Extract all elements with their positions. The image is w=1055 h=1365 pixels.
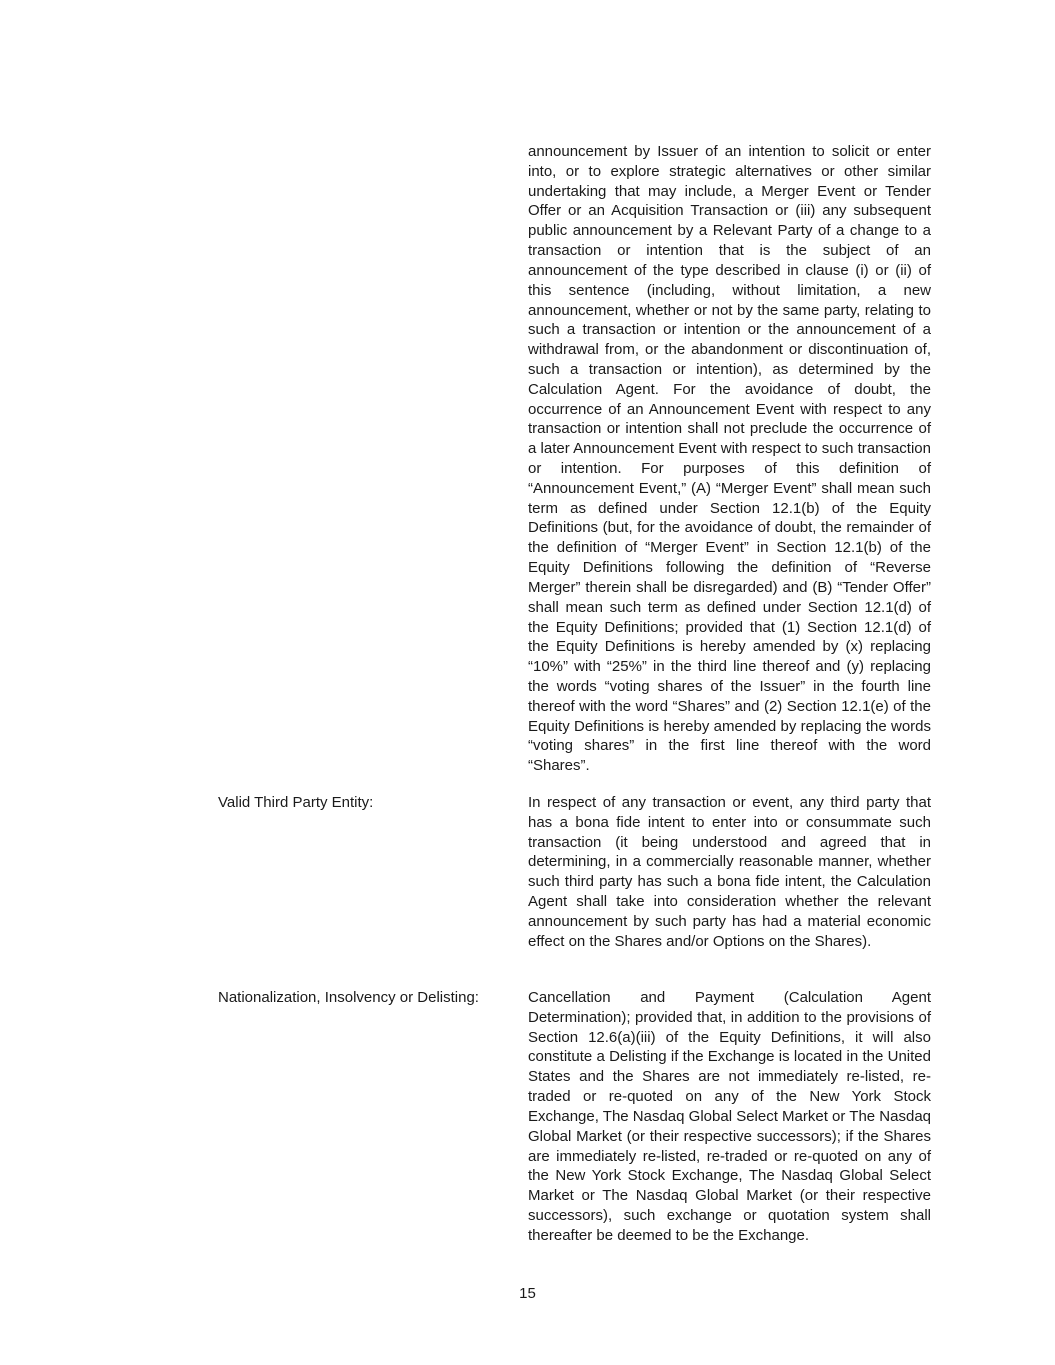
term-definition: In respect of any transaction or event, any third party that has a bona fide intent to enter into or consummate such transaction (it being understood and agreed that in determining, in a commercially reasonable manner, whether such third party has such a bona fide intent, the Calculation Agent shall take into consideration whether the relevant announcement by such party has had a material economic effect on the Shares and/or Options on the Shares). xyxy=(528,794,931,950)
term-label: Nationalization, Insolvency or Delisting: xyxy=(218,989,479,1006)
term-definition: announcement by Issuer of an intention to solicit or enter into, or to explore strategic alternatives or other similar undertaking that may include, a Merger Event or Tender Offer or an Acquisition Transaction or (iii) any subsequent public announcement by a Relevant Party of a change to a transaction or intention that is the subject of an announcement of the type described in clause (i) or (ii) of this sentence (including, without limitation, a new announcement, whether or not by the same party, relating to such a transaction or intention or the announcement of a withdrawal from, or the abandonment or discontinuation of, such a transaction or intention), as determined by the Calculation Agent. For the avoidance of doubt, the occurrence of an Announcement Event with respect to any transaction or intention shall not preclude the occurrence of a later Announcement Event with respect to such transaction or intention. For purposes of this definition of “Announcement Event,” (A) “Merger Event” shall mean such term as defined under Section 12.1(b) of the Equity Definitions (but, for the avoidance of doubt, the remainder of the definition of “Merger Event” in Section 12.1(b) of the Equity Definitions following the definition of “Reverse Merger” therein shall be disregarded) and (B) “Tender Offer” shall mean such term as defined under Section 12.1(d) of the Equity Definitions; provided that (1) Section 12.1(d) of the Equity Definitions is hereby amended by (x) replacing “10%” with “25%” in the third line thereof and (y) replacing the words “voting shares of the Issuer” in the fourth line thereof with the word “Shares” and (2) Section 12.1(e) of the Equity Definitions is hereby amended by replacing the words “voting shares” in the first line thereof with the word “Shares”. xyxy=(528,143,931,775)
page-number: 15 xyxy=(519,1285,536,1302)
term-definition: Cancellation and Payment (Calculation Agent Determination); provided that, in addition to the provisions of Section 12.6(a)(iii) of the Equity Definitions, it will also constitute a Delisting if the Exchange is located in the United States and the Shares are not immediately re-listed, re-traded or re-quoted on any of the New York Stock Exchange, The Nasdaq Global Select Market or The Nasdaq Global Market (or their respective successors); if the Shares are immediately re-listed, re-traded or re-quoted on any of the New York Stock Exchange, The Nasdaq Global Select Market or The Nasdaq Global Market (or their respective successors), such exchange or quotation system shall thereafter be deemed to be the Exchange. xyxy=(528,989,932,1244)
term-label: Valid Third Party Entity: xyxy=(218,794,374,811)
